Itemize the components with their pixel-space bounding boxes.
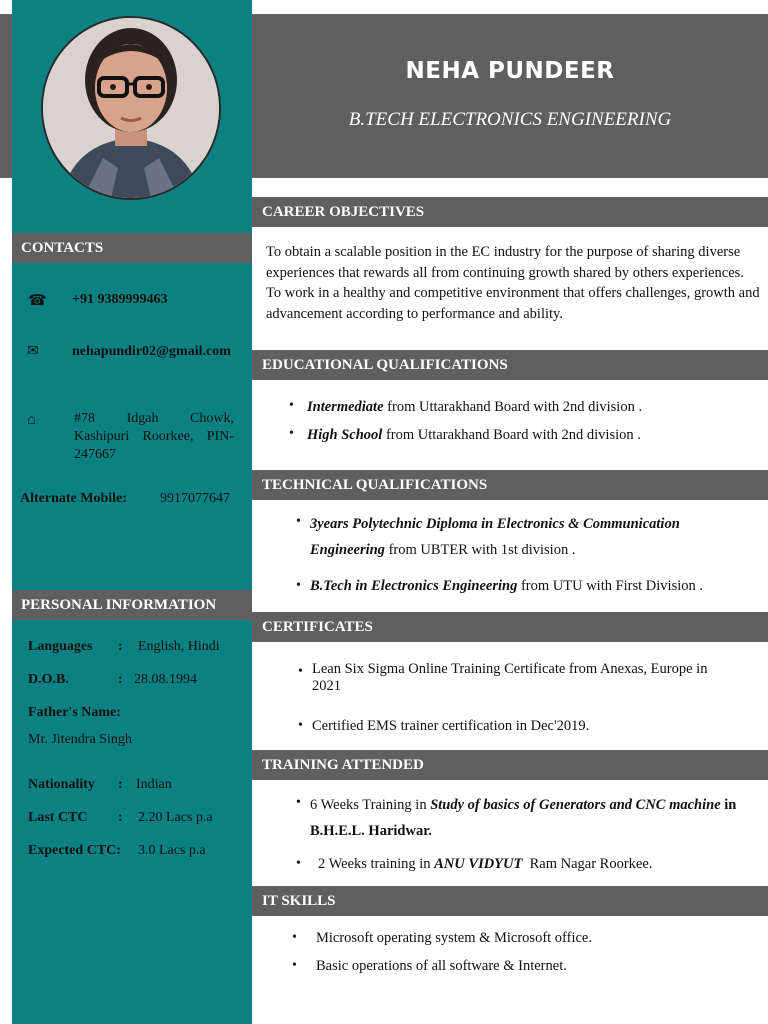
it-skill-item: Basic operations of all software & Internet.	[316, 958, 567, 974]
header-band-left	[0, 14, 12, 178]
nationality-colon: :	[118, 777, 123, 792]
training-item: 2 Weeks training in ANU VIDYUT Ram Nagar Roorkee.	[318, 856, 653, 872]
education-heading: EDUCATIONAL QUALIFICATIONS	[252, 350, 768, 380]
dob-colon: :	[118, 672, 123, 687]
dob-value: 28.08.1994	[134, 672, 197, 687]
personal-info-heading: PERSONAL INFORMATION	[12, 590, 252, 620]
address: #78 Idgah Chowk, Kashipuri Roorkee, PIN-247667	[74, 411, 234, 462]
home-icon: ⌂	[27, 412, 37, 428]
certificate-item: Lean Six Sigma Online Training Certificate from Anexas, Europe in 2021	[312, 661, 708, 694]
father-name-label: Father's Name:	[28, 705, 121, 720]
technical-heading: TECHNICAL QUALIFICATIONS	[252, 470, 768, 500]
father-name-value: Mr. Jitendra Singh	[28, 732, 132, 747]
last-ctc-colon: :	[118, 810, 123, 825]
bullet: •	[292, 930, 297, 945]
contacts-heading: CONTACTS	[12, 233, 252, 263]
phone-icon: ☎	[28, 293, 47, 309]
training-heading: TRAINING ATTENDED	[252, 750, 768, 780]
training-item: 6 Weeks Training in Study of basics of Generators and CNC machine in B.H.E.L. Haridwar.	[310, 797, 737, 839]
languages-label: Languages	[28, 639, 93, 654]
career-objectives-heading: CAREER OBJECTIVES	[252, 197, 768, 227]
candidate-name: NEHA PUNDEER	[405, 58, 615, 84]
languages-value: English, Hindi	[138, 639, 220, 654]
languages-colon: :	[118, 639, 123, 654]
email-address: nehapundir02@gmail.com	[72, 344, 231, 359]
nationality-label: Nationality	[28, 777, 95, 792]
certificate-item: Certified EMS trainer certification in Dec'2019.	[312, 718, 590, 734]
it-skill-item: Microsoft operating system & Microsoft office.	[316, 930, 592, 946]
email-icon: ✉	[27, 344, 39, 359]
nationality-value: Indian	[136, 777, 172, 792]
technical-item: B.Tech in Electronics Engineering from UTU with First Division .	[310, 578, 704, 594]
bullet: •	[296, 856, 301, 871]
expected-ctc-value: 3.0 Lacs p.a	[138, 843, 206, 858]
alternate-mobile-label: Alternate Mobile:	[20, 491, 127, 506]
bullet: •	[296, 578, 301, 593]
education-item: Intermediate from Uttarakhand Board with 2nd division .	[307, 399, 643, 415]
phone-number: +91 9389999463	[72, 292, 168, 307]
education-item: High School from Uttarakhand Board with 2nd division .	[307, 427, 641, 443]
candidate-degree: B.TECH ELECTRONICS ENGINEERING	[348, 109, 672, 130]
profile-photo	[41, 16, 221, 200]
bullet: •	[298, 664, 303, 679]
last-ctc-value: 2.20 Lacs p.a	[138, 810, 213, 825]
header-banner	[252, 14, 768, 178]
technical-item: 3years Polytechnic Diploma in Electronics & Communication Engineering from UBTER with 1st division .	[310, 516, 680, 558]
bullet: •	[296, 795, 301, 810]
alternate-mobile-value: 9917077647	[160, 491, 230, 506]
bullet: •	[298, 718, 303, 733]
bullet: •	[289, 398, 294, 413]
career-objectives-text: To obtain a scalable position in the EC industry for the purpose of sharing diverse experiences that rewards all from continuing growth shared by others experiences. To work in a healthy and competitive environment that offers challenges, growth and advancement according to performance and ability.	[266, 244, 760, 322]
last-ctc-label: Last CTC	[28, 810, 88, 825]
bullet: •	[289, 426, 294, 441]
expected-ctc-label: Expected CTC:	[28, 843, 121, 858]
bullet: •	[292, 958, 297, 973]
certificates-heading: CERTIFICATES	[252, 612, 768, 642]
dob-label: D.O.B.	[28, 672, 69, 687]
bullet: •	[296, 514, 301, 529]
it-skills-heading: IT SKILLS	[252, 886, 768, 916]
